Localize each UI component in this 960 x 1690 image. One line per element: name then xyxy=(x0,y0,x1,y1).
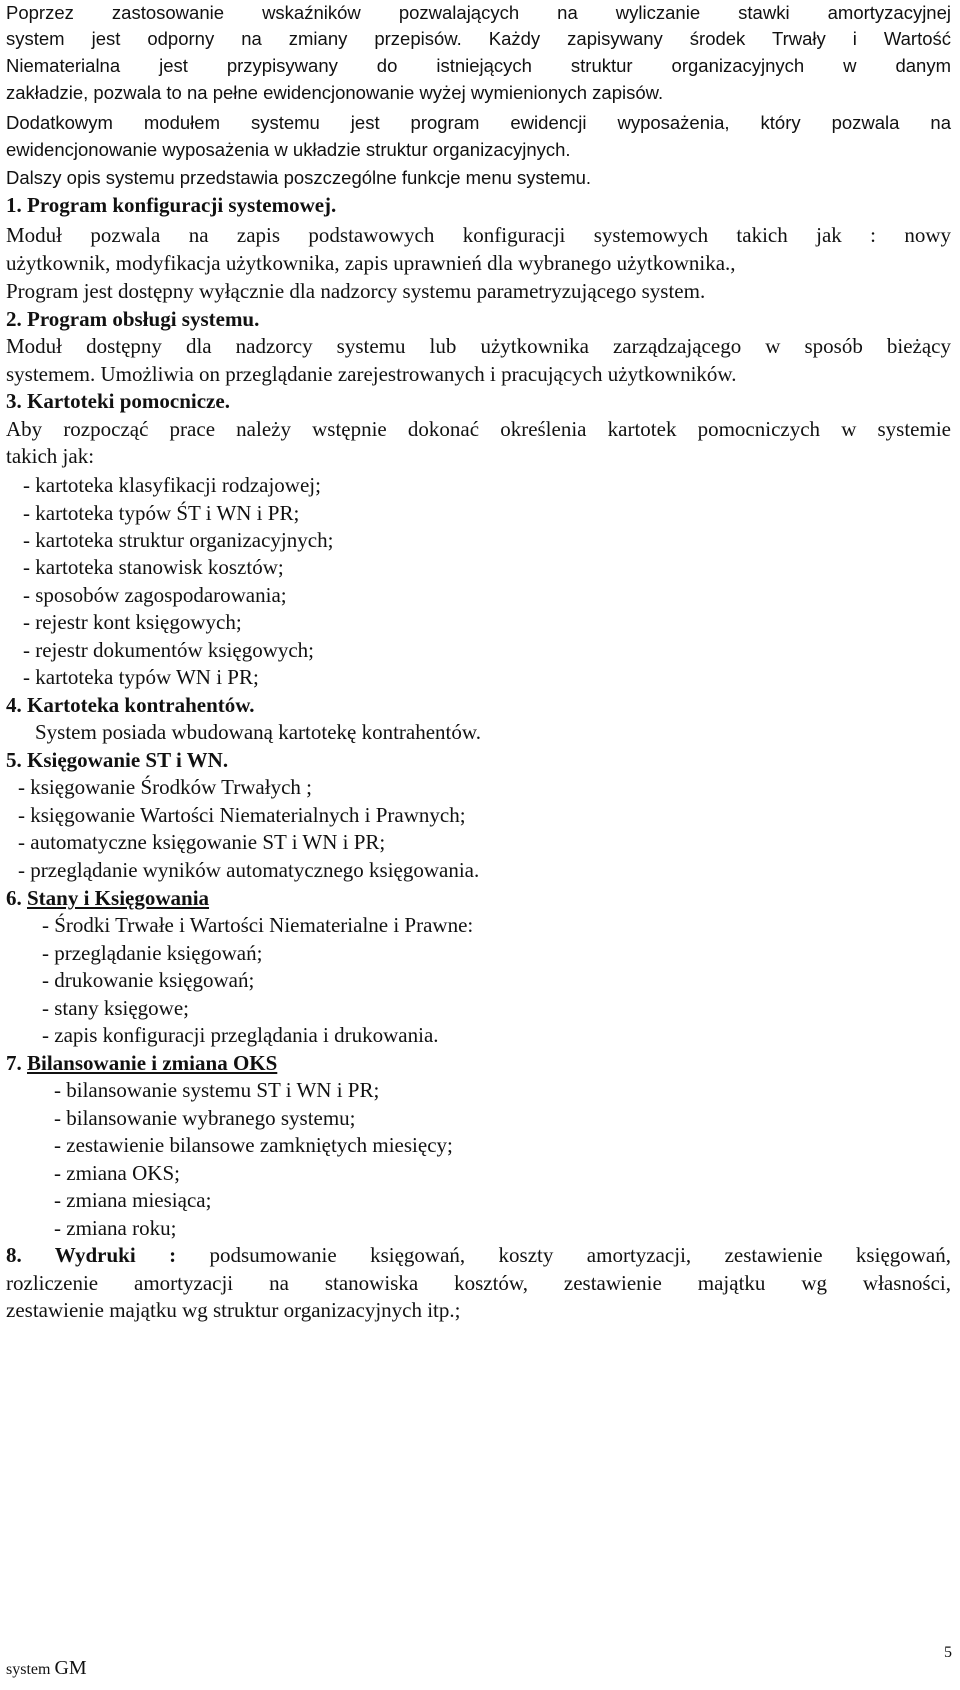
section-1-line-3: Program jest dostępny wyłącznie dla nadzorcy systemu parametryzującego system. xyxy=(6,279,706,303)
section-7-title: Bilansowanie i zmiana OKS xyxy=(27,1051,278,1075)
list-item: - kartoteka stanowisk kosztów; xyxy=(23,555,284,579)
footer-system-name xyxy=(6,1657,87,1680)
intro-p2-line-2: ewidencjonowanie wyposażenia w układzie struktur organizacyjnych. xyxy=(6,139,571,160)
list-item: - rejestr kont księgowych; xyxy=(23,610,242,634)
intro-line-1: Poprzez zastosowanie wskaźników pozwalających na wyliczanie stawki amortyzacyjnej xyxy=(6,2,951,23)
section-6-heading xyxy=(6,885,951,911)
section-1-line-1: Moduł pozwala na zapis podstawowych konfiguracji systemowych takich jak : nowy xyxy=(6,223,951,247)
section-3-heading: 3. Kartoteki pomocnicze. xyxy=(6,389,230,413)
list-item: - bilansowanie systemu ST i WN i PR; xyxy=(54,1078,380,1102)
footer-system-label: system xyxy=(6,1661,55,1678)
section-7-number: 7. xyxy=(6,1051,27,1075)
list-item: - zestawienie bilansowe zamkniętych miesięcy; xyxy=(54,1133,453,1157)
section-2-heading: 2. Program obsługi systemu. xyxy=(6,307,260,331)
list-item: - zmiana miesiąca; xyxy=(54,1188,212,1212)
section-6-number: 6. xyxy=(6,886,27,910)
list-item: - zmiana OKS; xyxy=(54,1161,180,1185)
list-item: - bilansowanie wybranego systemu; xyxy=(54,1106,356,1130)
list-item: - kartoteka typów ŚT i WN i PR; xyxy=(23,501,300,525)
section-8-heading: 8. Wydruki : xyxy=(6,1243,177,1267)
section-2-line-2: systemem. Umożliwia on przeglądanie zarejestrowanych i pracujących użytkowników. xyxy=(6,362,737,386)
section-1-line-2: użytkownik, modyfikacja użytkownika, zapis uprawnień dla wybranego użytkownika., xyxy=(6,251,736,275)
section-8-line-1-text: podsumowanie księgowań, koszty amortyzacji, zestawienie księgowań, xyxy=(176,1243,951,1267)
list-item: - kartoteka typów WN i PR; xyxy=(23,665,259,689)
list-item: - księgowanie Wartości Niematerialnych i Prawnych; xyxy=(18,803,466,827)
intro-line-2: system jest odporny na zmiany przepisów. Każdy zapisywany środek Trwały i Wartość xyxy=(6,28,951,49)
section-4-text: System posiada wbudowaną kartotekę kontrahentów. xyxy=(35,720,481,744)
section-3-line-2: takich jak: xyxy=(6,444,95,468)
intro-p3: Dalszy opis systemu przedstawia poszczególne funkcje menu systemu. xyxy=(6,167,592,188)
section-8-line-2: rozliczenie amortyzacji na stanowiska kosztów, zestawienie majątku wg własności, xyxy=(6,1271,951,1295)
list-item: - księgowanie Środków Trwałych ; xyxy=(18,775,312,799)
page-number: 5 xyxy=(944,1644,952,1661)
section-6-title: Stany i Księgowania xyxy=(27,886,210,910)
list-item: - kartoteka struktur organizacyjnych; xyxy=(23,528,334,552)
list-item: - przeglądanie księgowań; xyxy=(42,941,263,965)
intro-p2-line-1: Dodatkowym modułem systemu jest program ewidencji wyposażenia, który pozwala na xyxy=(6,112,951,133)
list-item: - zmiana roku; xyxy=(54,1216,177,1240)
list-item: - sposobów zagospodarowania; xyxy=(23,583,287,607)
footer-gm: GM xyxy=(54,1657,87,1679)
section-8-line-1 xyxy=(6,1242,951,1268)
section-4-heading: 4. Kartoteka kontrahentów. xyxy=(6,693,255,717)
section-3-line-1: Aby rozpocząć prace należy wstępnie dokonać określenia kartotek pomocniczych w systemie xyxy=(6,417,951,441)
section-7-heading xyxy=(6,1050,951,1076)
section-2-line-1: Moduł dostępny dla nadzorcy systemu lub użytkownika zarządzającego w sposób bieżący xyxy=(6,334,951,358)
intro-line-4: zakładzie, pozwala to na pełne ewidencjonowanie wyżej wymienionych zapisów. xyxy=(6,82,664,103)
section-8-line-3: zestawienie majątku wg struktur organizacyjnych itp.; xyxy=(6,1298,461,1322)
section-5-heading: 5. Księgowanie ST i WN. xyxy=(6,748,229,772)
list-item: - kartoteka klasyfikacji rodzajowej; xyxy=(23,473,321,497)
list-item: - stany księgowe; xyxy=(42,996,189,1020)
list-item: - Środki Trwałe i Wartości Niematerialne i Prawne: xyxy=(42,913,474,937)
list-item: - zapis konfiguracji przeglądania i drukowania. xyxy=(42,1023,439,1047)
list-item: - drukowanie księgowań; xyxy=(42,968,255,992)
list-item: - rejestr dokumentów księgowych; xyxy=(23,638,315,662)
section-1-heading: 1. Program konfiguracji systemowej. xyxy=(6,193,337,217)
list-item: - automatyczne księgowanie ST i WN i PR; xyxy=(18,830,386,854)
intro-line-3: Niematerialna jest przypisywany do istniejących struktur organizacyjnych w danym xyxy=(6,55,951,76)
list-item: - przeglądanie wyników automatycznego księgowania. xyxy=(18,858,480,882)
